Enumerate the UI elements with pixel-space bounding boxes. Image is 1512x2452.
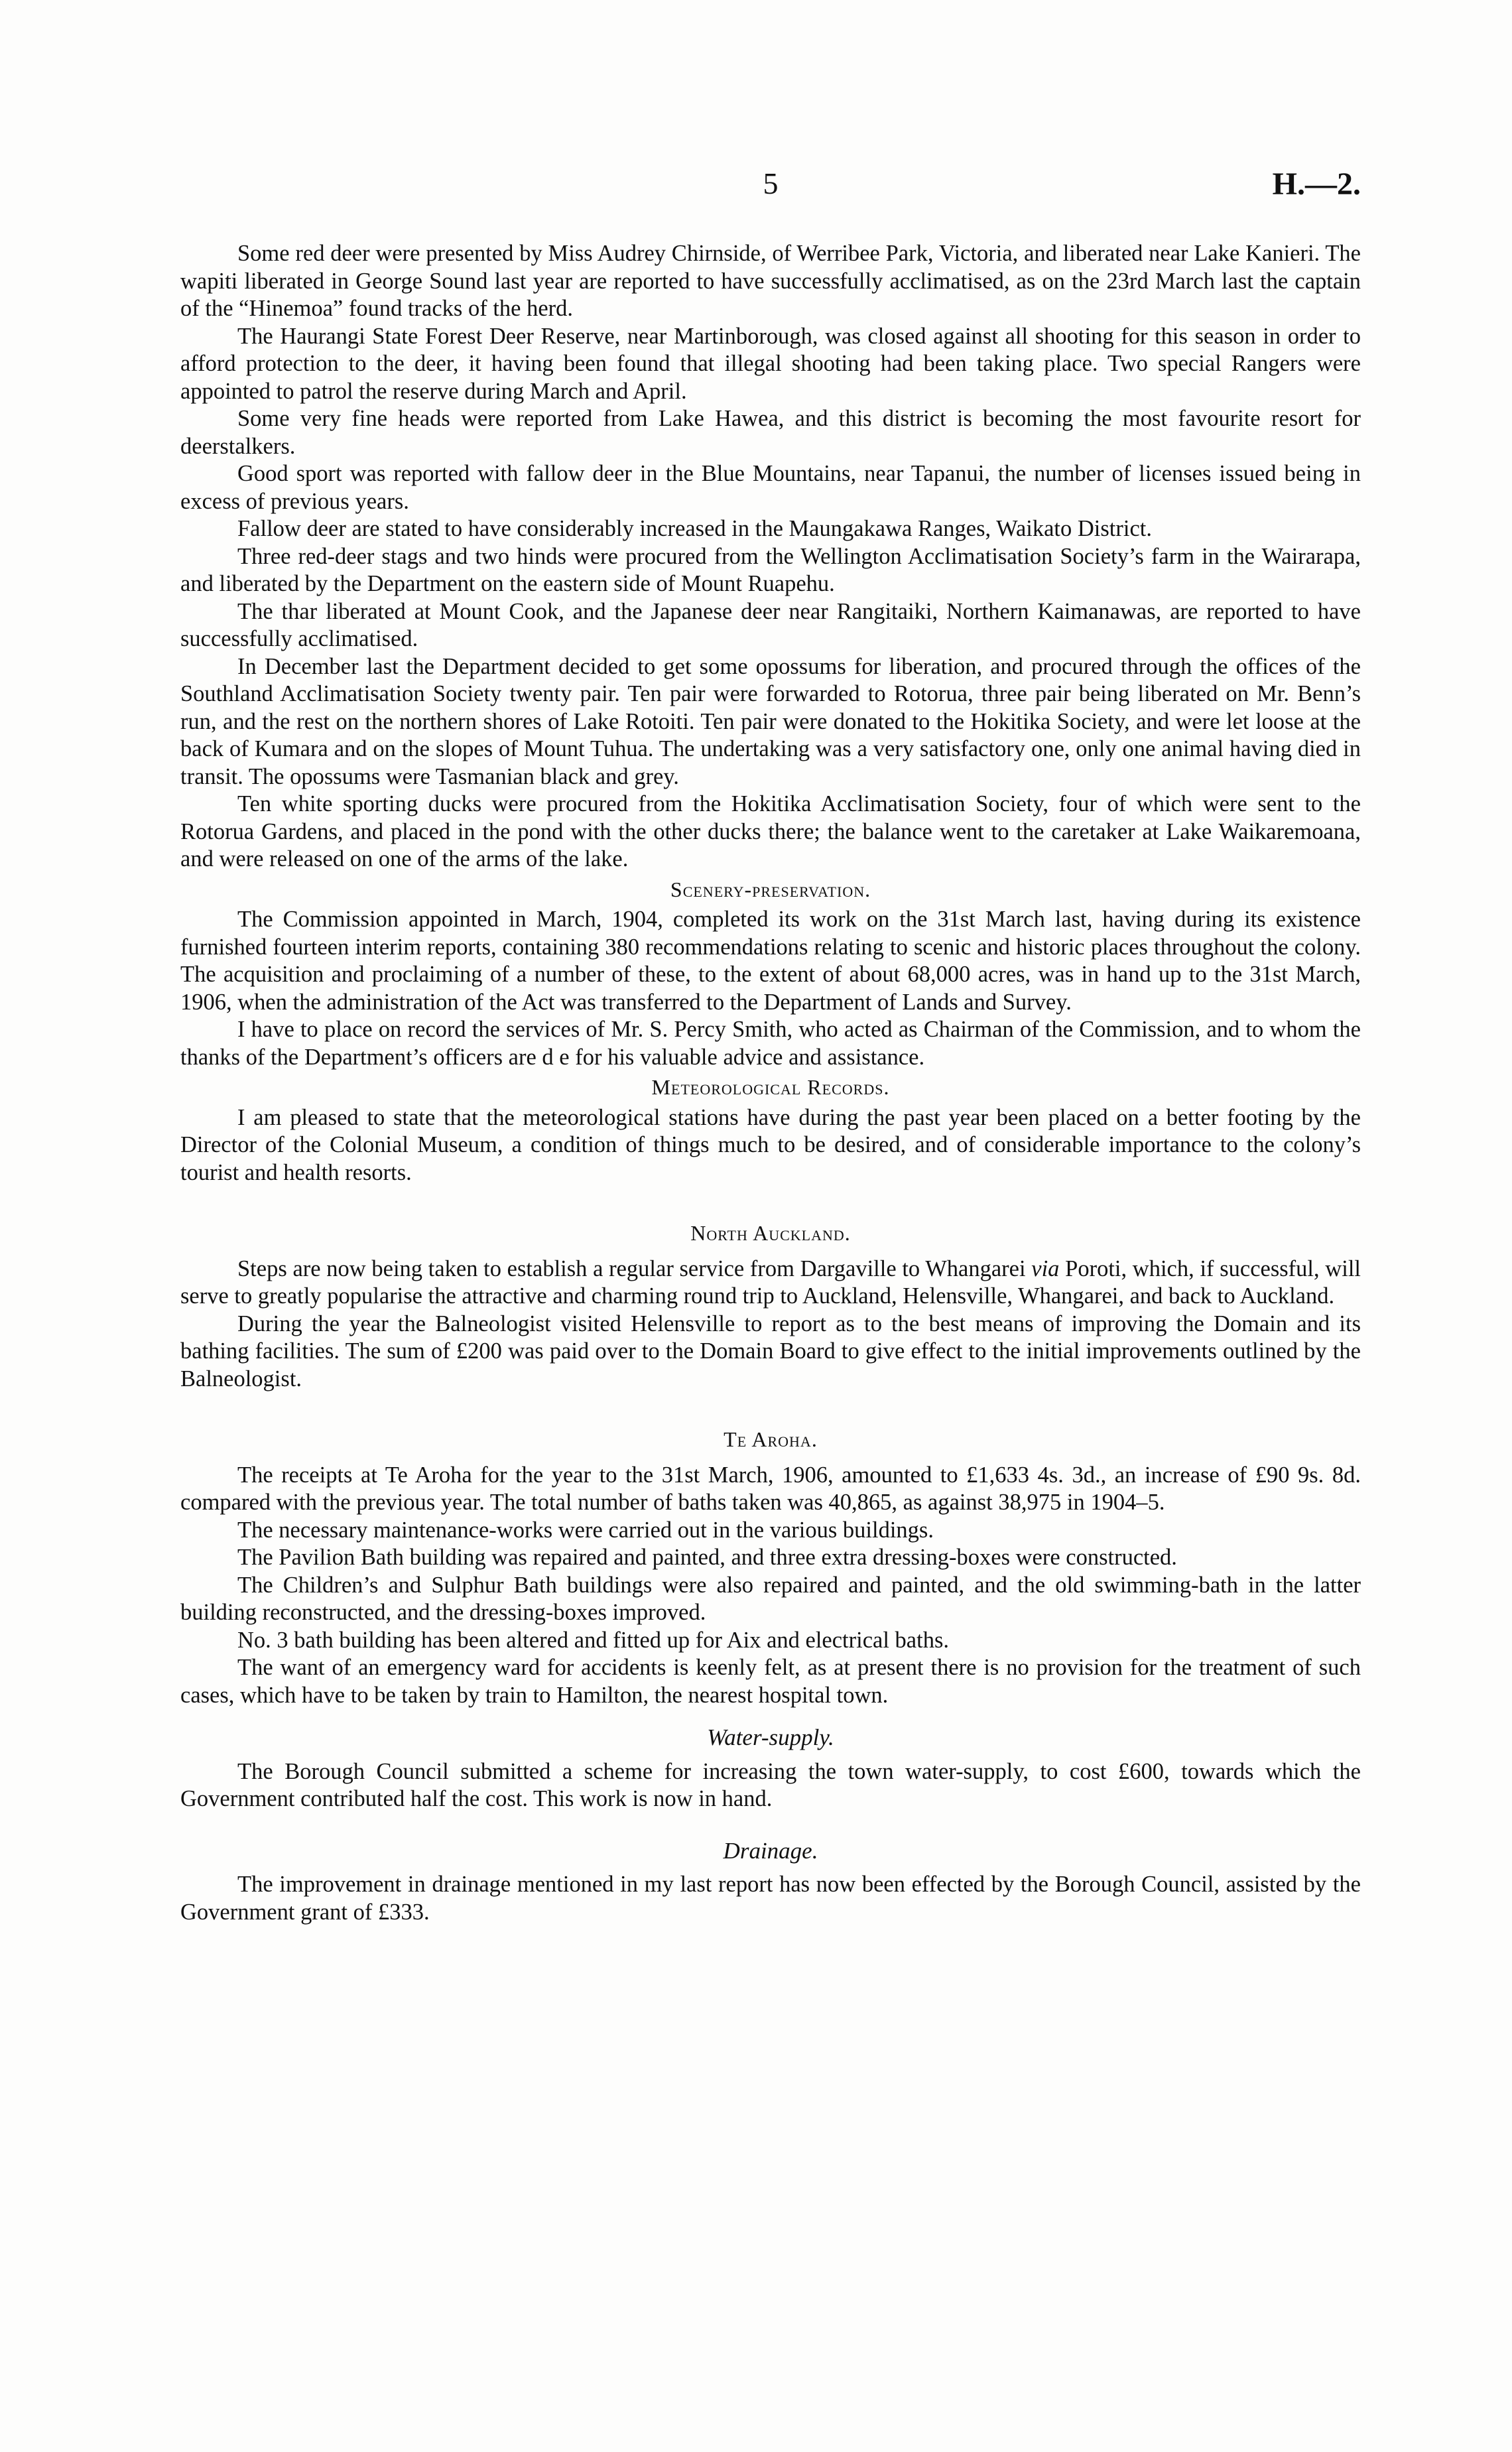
paragraph: Some very fine heads were reported from Lake Hawea, and this district is becoming the most favourite resort for deerstalkers. bbox=[180, 406, 1361, 459]
text-run: Steps are now being taken to establish a regular service from Dargaville to Whangarei bbox=[237, 1256, 1032, 1281]
paragraph: The Children’s and Sulphur Bath buildings were also repaired and painted, and the old swimming-bath in the latter building reconstructed, and the dressing-boxes improved. bbox=[180, 1572, 1361, 1625]
section-meteorological-records bbox=[180, 1074, 1361, 1187]
paragraph: The receipts at Te Aroha for the year to the 31st March, 1906, amounted to £1,633 4s. 3d., an increase of £90 9s. 8d. compared with the previous year. The total number of baths taken was 40,865, as against 38,975 in 1904–5. bbox=[180, 1462, 1361, 1515]
paragraph: The Pavilion Bath building was repaired and painted, and three extra dressing-boxes were constructed. bbox=[237, 1545, 1177, 1570]
paragraph: During the year the Balneologist visited Helensville to report as to the best means of improving the Domain and its bathing facilities. The sum of £200 was paid over to the Domain Board to give effect to the initial improvements outlined by the Balneologist. bbox=[180, 1311, 1361, 1391]
section-heading: Scenery-preservation. bbox=[670, 877, 871, 901]
italic-via: via bbox=[1031, 1256, 1060, 1281]
section-scenery-preservation bbox=[180, 876, 1361, 1072]
paragraph: I am pleased to state that the meteorological stations have during the past year been placed on a better footing by the Director of the Colonial Museum, a condition of things much to be desired, and of considerable importance to the colony’s tourist and health resorts. bbox=[180, 1104, 1361, 1185]
paragraph: I have to place on record the services of Mr. S. Percy Smith, who acted as Chairman of the Commission, and to whom the thanks of the Department’s officers are d e for his valuable advice and assistance. bbox=[180, 1017, 1361, 1070]
section-heading: Meteorological Records. bbox=[651, 1075, 890, 1099]
paragraph: Some red deer were presented by Miss Audrey Chirnside, of Werribee Park, Victoria, and liberated near Lake Kanieri. The wapiti liberated in George Sound last year are reported to have successfully acclimatised, as on the 23rd March last the captain of the “Hinemoa” found tracks of the herd. bbox=[180, 241, 1361, 321]
section-subheading: Water-supply. bbox=[707, 1724, 834, 1750]
paragraph: The Borough Council submitted a scheme for increasing the town water-supply, to cost £600, towards which the Government contributed half the cost. This work is now in hand. bbox=[180, 1758, 1361, 1811]
section-heading: North Auckland. bbox=[690, 1221, 851, 1245]
section-heading: Te Aroha. bbox=[724, 1427, 818, 1451]
paragraph: Good sport was reported with fallow deer in the Blue Mountains, near Tapanui, the number of licenses issued being in excess of previous years. bbox=[180, 461, 1361, 514]
paragraph: Three red-deer stags and two hinds were procured from the Wellington Acclimatisation Society’s farm in the Wairarapa, and liberated by the Department on the eastern side of Mount Ruapehu. bbox=[180, 543, 1361, 596]
section-deer bbox=[180, 240, 1361, 873]
paragraph: The necessary maintenance-works were carried out in the various buildings. bbox=[237, 1517, 934, 1543]
paragraph: No. 3 bath building has been altered and fitted up for Aix and electrical baths. bbox=[237, 1627, 950, 1653]
section-water-supply bbox=[180, 1724, 1361, 1813]
page-header bbox=[180, 166, 1361, 212]
paragraph: Ten white sporting ducks were procured from the Hokitika Acclimatisation Society, four of which were sent to the Rotorua Gardens, and placed in the pond with the other ducks there; the balance went to the caretaker at Lake Waikaremoana, and were released on one of the arms of the lake. bbox=[180, 791, 1361, 871]
paragraph: The improvement in drainage mentioned in my last report has now been effected by the Borough Council, assisted by the Government grant of £333. bbox=[180, 1872, 1361, 1925]
document-code: H.—2. bbox=[1272, 166, 1361, 202]
section-te-aroha bbox=[180, 1426, 1361, 1709]
paragraph: The want of an emergency ward for accidents is keenly felt, as at present there is no provision for the treatment of such cases, which have to be taken by train to Hamilton, the nearest hospital town. bbox=[180, 1655, 1361, 1708]
paragraph: The Commission appointed in March, 1904, completed its work on the 31st March last, having during its existence furnished fourteen interim reports, containing 380 recommendations relating to scenic and historic places throughout the colony. The acquisition and proclaiming of a number of these, to the extent of about 68,000 acres, was in hand up to the 31st March, 1906, when the administration of the Act was transferred to the Department of Lands and Survey. bbox=[180, 907, 1361, 1015]
section-north-auckland bbox=[180, 1220, 1361, 1393]
paragraph bbox=[180, 1256, 1361, 1311]
document-body bbox=[180, 240, 1361, 1926]
paragraph: The Haurangi State Forest Deer Reserve, near Martinborough, was closed against all shooting for this season in order to afford protection to the deer, it having been found that illegal shooting had been taking place. Two special Rangers were appointed to patrol the reserve during March and April. bbox=[180, 323, 1361, 404]
section-subheading: Drainage. bbox=[723, 1837, 818, 1864]
section-drainage bbox=[180, 1837, 1361, 1927]
paragraph: The thar liberated at Mount Cook, and the Japanese deer near Rangitaiki, Northern Kaimanawas, are reported to have successfully acclimatised. bbox=[180, 598, 1361, 651]
page-number: 5 bbox=[763, 166, 779, 200]
paragraph: In December last the Department decided to get some opossums for liberation, and procured through the offices of the Southland Acclimatisation Society twenty pair. Ten pair were forwarded to Rotorua, three pair being liberated on Mr. Benn’s run, and the rest on the northern shores of Lake Rotoiti. Ten pair were donated to the Hokitika Society, and were let loose at the back of Kumara and on the slopes of Mount Tuhua. The undertaking was a very satisfactory one, only one animal having died in transit. The opossums were Tasmanian black and grey. bbox=[180, 653, 1361, 789]
paragraph: Fallow deer are stated to have considerably increased in the Maungakawa Ranges, Waikato District. bbox=[237, 516, 1152, 541]
text-run: Poroti, which, if successful, will serve to greatly popularise the attractive and charming round trip to Auckland, Helensville, Whangarei, and back to Auckland. bbox=[180, 1256, 1361, 1309]
